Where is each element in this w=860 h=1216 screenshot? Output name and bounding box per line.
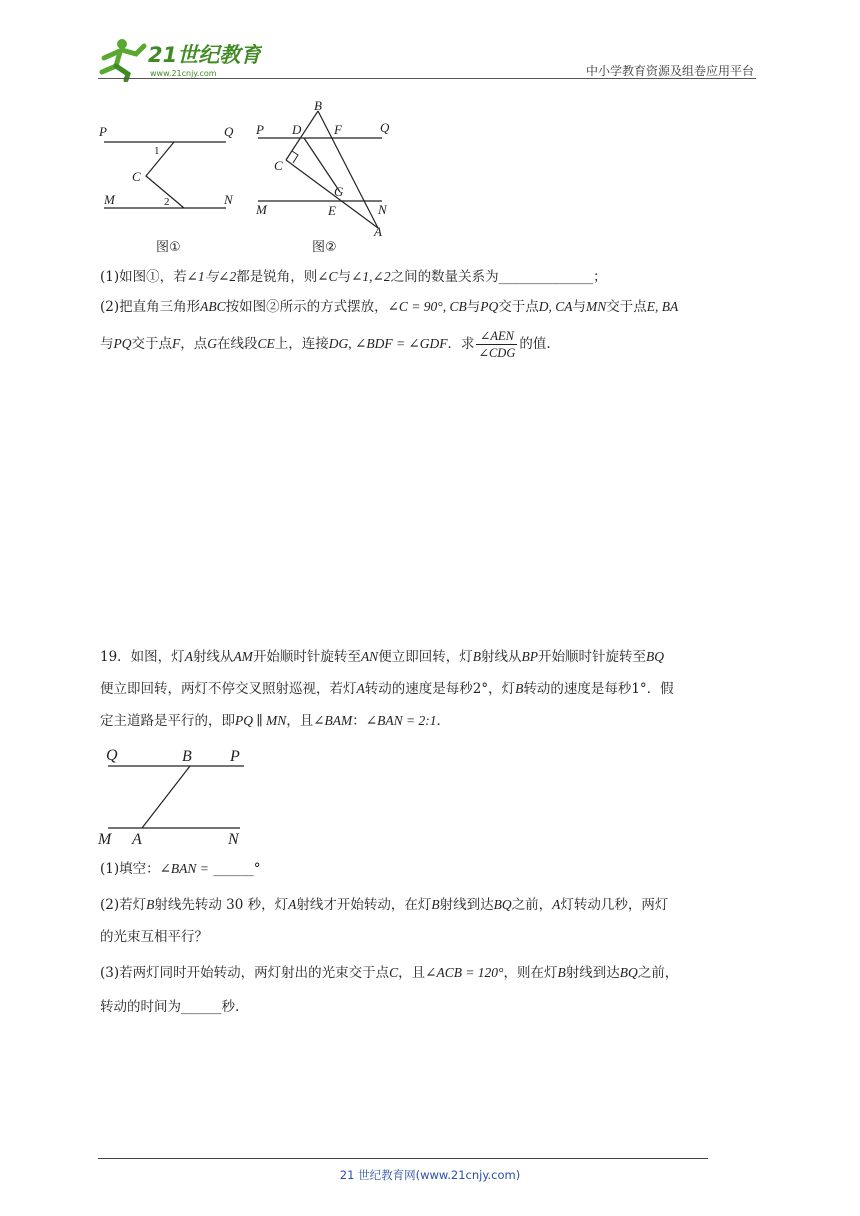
label-N2: N <box>378 202 387 217</box>
q19-part3-line1: (3)若两灯同时开始转动，两灯射出的光束交于点C，且∠ACB = 120°，则在灯B射线到达BQ之前， <box>100 965 679 981</box>
q19-part1: (1)填空：∠BAN = ______° <box>100 861 261 877</box>
label-Q3: Q <box>106 747 118 764</box>
q19-part3-line2: 转动的时间为______秒. <box>100 999 240 1015</box>
footer-link[interactable]: 21 世纪教育网(www.21cnjy.com) <box>339 1168 521 1182</box>
label-A3: A <box>132 831 142 848</box>
fraction: $\frac{\text{∠AEN}}{\text{∠CDG}}$ <box>478 329 516 360</box>
header-divider <box>98 78 756 79</box>
label-B3: B <box>182 748 192 765</box>
label-P2: P <box>256 122 264 137</box>
q19-part2-line2: 的光束互相平行？ <box>100 929 208 945</box>
label-M3: M <box>98 831 112 848</box>
label-P3: P <box>230 748 240 765</box>
figure-1-caption: 图① <box>156 240 181 255</box>
label-N3: N <box>228 831 239 848</box>
site-logo <box>92 36 262 82</box>
q18-part2-line2: 与PQ交于点F，点G在线段CE上，连接DG, ∠BDF = ∠GDF．求 $\frac{\text{∠AEN}}{\text{∠CDG}}$ 的值. <box>100 329 551 360</box>
runner-icon <box>102 39 144 80</box>
label-Q: Q <box>224 124 234 139</box>
label-angle-2: 2 <box>164 196 170 208</box>
label-D: D <box>292 122 302 137</box>
q19-line2: 便立即回转，两灯不停交叉照射巡视，若灯A转动的速度是每秒2°，灯B转动的速度是每秒1°．假 <box>100 681 674 697</box>
figure-2 <box>252 98 402 238</box>
label-G: G <box>334 184 344 199</box>
q19-line3: 定主道路是平行的，即PQ ∥ MN，且∠BAM：∠BAN = 2:1． <box>100 713 450 729</box>
label-angle-1: 1 <box>154 145 160 157</box>
q19-line1: 19．如图，灯A射线从AM开始顺时针旋转至AN便立即回转，灯B射线从BP开始顺时针旋转至BQ <box>100 649 664 665</box>
answer-blank: ______________； <box>498 269 607 285</box>
label-C2: C <box>274 158 283 173</box>
figure-3 <box>96 744 256 848</box>
platform-title: 中小学教育资源及组卷应用平台 <box>585 64 754 78</box>
footer-divider <box>98 1158 708 1159</box>
figure-1 <box>96 118 246 218</box>
logo-text: 21世纪教育 <box>148 43 262 67</box>
label-F: F <box>334 122 342 137</box>
q18-part2-line1: (2)把直角三角形ABC按如图②所示的方式摆放，∠C = 90°, CB与PQ交于点D, CA与MN交于点E, BA <box>100 299 679 315</box>
label-Q2: Q <box>380 120 390 135</box>
q19-part2-line1: (2)若灯B射线先转动 30 秒，灯A射线才开始转动，在灯B射线到达BQ之前，A灯转动几秒，两灯 <box>100 897 669 913</box>
q18-part1: (1)如图①，若∠1与∠2都是锐角，则∠C与∠1,∠2之间的数量关系为______________； <box>100 269 607 285</box>
logo-url: www.21cnjy.com <box>150 69 217 78</box>
label-M: M <box>104 192 115 207</box>
figure-2-caption: 图② <box>312 240 337 255</box>
label-A: A <box>374 224 382 238</box>
label-E: E <box>328 203 336 218</box>
label-C: C <box>132 169 141 184</box>
label-P: P <box>99 124 107 139</box>
answer-blank: ______° <box>213 861 261 877</box>
label-N: N <box>224 192 233 207</box>
label-B: B <box>314 98 322 113</box>
answer-blank: ______ <box>181 999 222 1015</box>
label-M2: M <box>256 202 267 217</box>
